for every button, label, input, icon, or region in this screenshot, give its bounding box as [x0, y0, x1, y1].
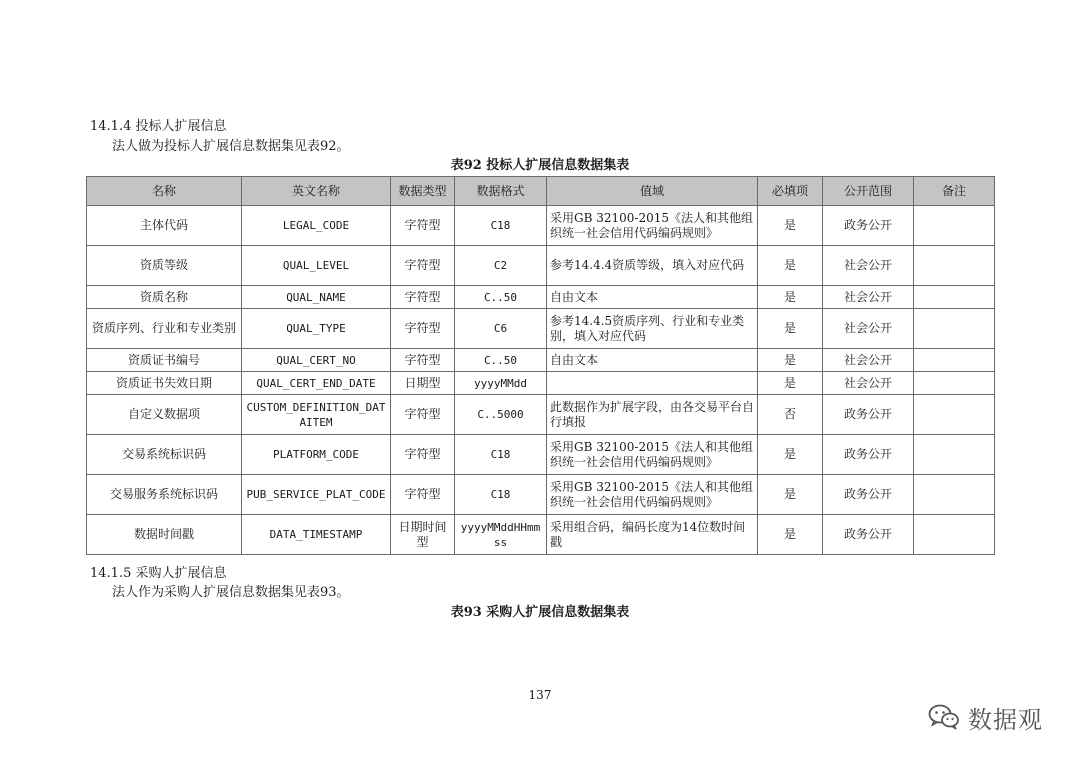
- cell-data-format: C..50: [455, 349, 547, 372]
- table-92: [86, 176, 995, 555]
- cell-value-domain: 采用GB 32100-2015《法人和其他组织统一社会信用代码编码规则》: [547, 475, 758, 515]
- cell-data-type: 字符型: [391, 286, 455, 309]
- watermark: [928, 700, 1043, 734]
- cell-required: 是: [758, 309, 823, 349]
- table-93-caption: 表93 采购人扩展信息数据集表: [450, 605, 630, 620]
- section-heading-14-1-4: 14.1.4 投标人扩展信息: [90, 119, 227, 134]
- table-row: [87, 372, 995, 395]
- cell-required: 是: [758, 475, 823, 515]
- cell-data-format: yyyyMMdd: [455, 372, 547, 395]
- cell-remarks: [914, 206, 995, 246]
- cell-data-type: 字符型: [391, 349, 455, 372]
- cell-required: 是: [758, 435, 823, 475]
- cell-name: 主体代码: [87, 206, 242, 246]
- header-value-domain: 值域: [547, 177, 758, 206]
- cell-disclosure-scope: 政务公开: [823, 395, 914, 435]
- section-paragraph-14-1-5: 法人作为采购人扩展信息数据集见表93。: [112, 585, 350, 600]
- cell-name: 资质名称: [87, 286, 242, 309]
- table-row: [87, 475, 995, 515]
- cell-name: 资质证书编号: [87, 349, 242, 372]
- cell-required: 是: [758, 349, 823, 372]
- cell-required: 是: [758, 515, 823, 555]
- cell-english-name: QUAL_LEVEL: [242, 246, 391, 286]
- cell-disclosure-scope: 政务公开: [823, 475, 914, 515]
- cell-english-name: QUAL_CERT_NO: [242, 349, 391, 372]
- cell-required: 是: [758, 206, 823, 246]
- cell-disclosure-scope: 政务公开: [823, 515, 914, 555]
- cell-english-name: DATA_TIMESTAMP: [242, 515, 391, 555]
- cell-data-type: 字符型: [391, 246, 455, 286]
- cell-remarks: [914, 395, 995, 435]
- cell-data-format: C6: [455, 309, 547, 349]
- section-heading-14-1-5: 14.1.5 采购人扩展信息: [90, 566, 227, 581]
- table-row: [87, 515, 995, 555]
- cell-english-name: QUAL_NAME: [242, 286, 391, 309]
- cell-remarks: [914, 435, 995, 475]
- cell-required: 否: [758, 395, 823, 435]
- table-row: [87, 435, 995, 475]
- cell-data-format: C2: [455, 246, 547, 286]
- cell-value-domain: 自由文本: [547, 349, 758, 372]
- header-required: 必填项: [758, 177, 823, 206]
- table-row: [87, 286, 995, 309]
- table-row: [87, 206, 995, 246]
- cell-name: 资质证书失效日期: [87, 372, 242, 395]
- cell-english-name: PUB_SERVICE_PLAT_CODE: [242, 475, 391, 515]
- header-name: 名称: [87, 177, 242, 206]
- cell-value-domain: 此数据作为扩展字段，由各交易平台自行填报: [547, 395, 758, 435]
- cell-name: 资质序列、行业和专业类别: [87, 309, 242, 349]
- cell-data-format: yyyyMMddHHmmss: [455, 515, 547, 555]
- cell-data-type: 字符型: [391, 395, 455, 435]
- table-row: [87, 349, 995, 372]
- cell-remarks: [914, 286, 995, 309]
- cell-english-name: LEGAL_CODE: [242, 206, 391, 246]
- header-english-name: 英文名称: [242, 177, 391, 206]
- cell-value-domain: 参考14.4.4资质等级，填入对应代码: [547, 246, 758, 286]
- cell-value-domain: 采用组合码，编码长度为14位数时间戳: [547, 515, 758, 555]
- cell-value-domain: 采用GB 32100-2015《法人和其他组织统一社会信用代码编码规则》: [547, 435, 758, 475]
- cell-english-name: QUAL_TYPE: [242, 309, 391, 349]
- cell-data-type: 日期型: [391, 372, 455, 395]
- cell-value-domain: 采用GB 32100-2015《法人和其他组织统一社会信用代码编码规则》: [547, 206, 758, 246]
- cell-remarks: [914, 309, 995, 349]
- cell-value-domain: [547, 372, 758, 395]
- cell-data-format: C..50: [455, 286, 547, 309]
- cell-english-name: QUAL_CERT_END_DATE: [242, 372, 391, 395]
- watermark-text: 数据观: [968, 705, 1043, 734]
- cell-data-format: C18: [455, 435, 547, 475]
- cell-required: 是: [758, 286, 823, 309]
- cell-english-name: PLATFORM_CODE: [242, 435, 391, 475]
- cell-data-type: 字符型: [391, 206, 455, 246]
- header-disclosure-scope: 公开范围: [823, 177, 914, 206]
- header-remarks: 备注: [914, 177, 995, 206]
- table-row: [87, 395, 995, 435]
- cell-name: 交易系统标识码: [87, 435, 242, 475]
- table-header-row: [87, 177, 995, 206]
- cell-data-format: C..5000: [455, 395, 547, 435]
- cell-remarks: [914, 515, 995, 555]
- cell-required: 是: [758, 372, 823, 395]
- header-data-format: 数据格式: [455, 177, 547, 206]
- table-92-caption: 表92 投标人扩展信息数据集表: [450, 158, 630, 173]
- cell-data-type: 字符型: [391, 435, 455, 475]
- cell-data-type: 字符型: [391, 309, 455, 349]
- cell-remarks: [914, 349, 995, 372]
- cell-english-name: CUSTOM_DEFINITION_DATAITEM: [242, 395, 391, 435]
- cell-data-type: 字符型: [391, 475, 455, 515]
- header-data-type: 数据类型: [391, 177, 455, 206]
- cell-remarks: [914, 372, 995, 395]
- cell-disclosure-scope: 政务公开: [823, 206, 914, 246]
- cell-disclosure-scope: 社会公开: [823, 246, 914, 286]
- cell-data-format: C18: [455, 475, 547, 515]
- cell-disclosure-scope: 社会公开: [823, 372, 914, 395]
- cell-remarks: [914, 246, 995, 286]
- cell-value-domain: 参考14.4.5资质序列、行业和专业类别，填入对应代码: [547, 309, 758, 349]
- cell-disclosure-scope: 政务公开: [823, 435, 914, 475]
- cell-required: 是: [758, 246, 823, 286]
- cell-disclosure-scope: 社会公开: [823, 349, 914, 372]
- cell-name: 数据时间戳: [87, 515, 242, 555]
- cell-remarks: [914, 475, 995, 515]
- cell-data-format: C18: [455, 206, 547, 246]
- table-row: [87, 309, 995, 349]
- page-number: 137: [528, 688, 552, 702]
- cell-data-type: 日期时间型: [391, 515, 455, 555]
- cell-disclosure-scope: 社会公开: [823, 309, 914, 349]
- cell-value-domain: 自由文本: [547, 286, 758, 309]
- cell-disclosure-scope: 社会公开: [823, 286, 914, 309]
- cell-name: 自定义数据项: [87, 395, 242, 435]
- cell-name: 资质等级: [87, 246, 242, 286]
- table-row: [87, 246, 995, 286]
- wechat-icon: [928, 703, 960, 731]
- section-paragraph-14-1-4: 法人做为投标人扩展信息数据集见表92。: [112, 139, 350, 154]
- cell-name: 交易服务系统标识码: [87, 475, 242, 515]
